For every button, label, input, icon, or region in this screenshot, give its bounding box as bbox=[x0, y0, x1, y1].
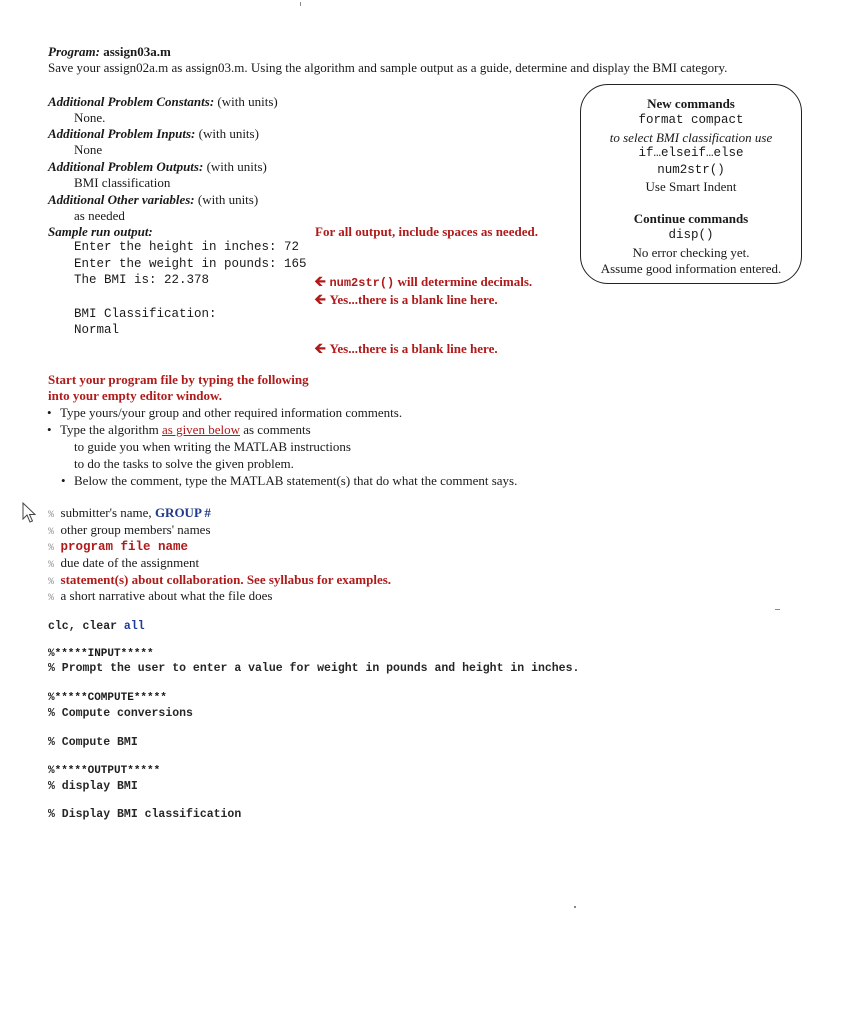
comment-file-name-text: program file name bbox=[60, 540, 189, 554]
compute-comment-1: % Compute conversions bbox=[48, 707, 193, 720]
start-heading-2: into your empty editor window. bbox=[48, 388, 222, 403]
constants-heading bbox=[48, 94, 278, 110]
note-num2str-cmd: num2str() bbox=[329, 276, 395, 290]
sample-line-classification: BMI Classification: bbox=[74, 307, 217, 321]
comment-narrative bbox=[48, 588, 272, 604]
cmd-if-elseif: if…elseif…else bbox=[638, 146, 744, 160]
note-blank-2 bbox=[314, 338, 498, 363]
constants-value: None. bbox=[74, 110, 106, 125]
note-blank-1 bbox=[314, 289, 498, 314]
note-blank-1-text: Yes...there is a blank line here. bbox=[329, 292, 498, 307]
outputs-heading bbox=[48, 159, 267, 175]
pct-sign: % bbox=[48, 560, 55, 571]
commands-box bbox=[580, 84, 802, 284]
scan-mark bbox=[775, 609, 780, 610]
code-clc-text: clc, clear bbox=[48, 620, 118, 633]
sample-line-bmi: The BMI is: 22.378 bbox=[74, 273, 210, 287]
comment-narrative-text: a short narrative about what the file does bbox=[60, 588, 273, 603]
compute-header: %*****COMPUTE***** bbox=[48, 692, 167, 704]
cmd-disp: disp() bbox=[668, 228, 714, 242]
inputs-heading bbox=[48, 126, 259, 142]
pct-sign: % bbox=[48, 593, 55, 604]
sample-note: For all output, include spaces as needed. bbox=[315, 224, 538, 239]
program-label: Program: bbox=[48, 44, 100, 59]
bullet-2 bbox=[60, 422, 311, 438]
code-clc-clear bbox=[48, 620, 145, 633]
constants-label: Additional Problem Constants: bbox=[48, 94, 215, 109]
new-commands-title: New commands bbox=[647, 96, 735, 111]
comment-due-date-text: due date of the assignment bbox=[60, 555, 200, 570]
bullet-2-post: as comments bbox=[243, 422, 311, 437]
scan-mark bbox=[300, 2, 301, 6]
input-comment: % Prompt the user to enter a value for weight in pounds and height in inches. bbox=[48, 662, 580, 675]
comment-submitter bbox=[48, 505, 211, 521]
group-number: GROUP # bbox=[154, 505, 211, 520]
sample-line-normal: Normal bbox=[74, 323, 120, 337]
cmd-select-bmi: to select BMI classification use bbox=[609, 130, 773, 145]
comment-collaboration-text: statement(s) about collaboration. See syllabus for examples. bbox=[60, 572, 392, 587]
code-all-keyword: all bbox=[123, 620, 145, 633]
outputs-units: (with units) bbox=[206, 159, 267, 174]
intro-text: Save your assign02a.m as assign03.m. Using the algorithm and sample output as a guide, determine and display the BMI category. bbox=[48, 60, 728, 75]
comment-members-text: other group members' names bbox=[60, 522, 211, 537]
pct-sign: % bbox=[48, 510, 55, 521]
note-blank-2-text: Yes...there is a blank line here. bbox=[329, 341, 498, 356]
inputs-value: None bbox=[74, 142, 103, 157]
comment-file-name bbox=[48, 538, 188, 554]
comment-submitter-text: submitter's name, bbox=[60, 505, 152, 520]
cmd-smart-indent: Use Smart Indent bbox=[645, 179, 737, 194]
program-name: assign03a.m bbox=[103, 44, 171, 59]
continue-commands-title: Continue commands bbox=[633, 211, 749, 226]
outputs-value: BMI classification bbox=[74, 175, 171, 190]
cmd-no-error: No error checking yet. bbox=[632, 245, 750, 260]
bullet-2-line-2: to guide you when writing the MATLAB instructions bbox=[74, 439, 351, 454]
start-heading-1: Start your program file by typing the following bbox=[48, 372, 309, 387]
pct-sign: % bbox=[48, 543, 55, 554]
comment-collaboration bbox=[48, 572, 391, 588]
bullet-3: • Below the comment, type the MATLAB statement(s) that do what the comment says. bbox=[74, 473, 517, 489]
output-comment-1: % display BMI bbox=[48, 780, 138, 793]
output-comment-2: % Display BMI classification bbox=[48, 808, 242, 821]
mouse-cursor-icon bbox=[22, 502, 38, 524]
bullet-1: • Type yours/your group and other required information comments. bbox=[60, 405, 402, 421]
comment-due-date bbox=[48, 555, 199, 571]
bullet-2-line-3: to do the tasks to solve the given problem. bbox=[74, 456, 294, 471]
inputs-label: Additional Problem Inputs: bbox=[48, 126, 196, 141]
left-arrow-icon: 🡸 bbox=[314, 341, 327, 357]
bullet-2-pre: Type the algorithm bbox=[60, 422, 159, 437]
other-units: (with units) bbox=[197, 192, 259, 207]
pct-sign: % bbox=[48, 527, 55, 538]
cmd-num2str: num2str() bbox=[657, 163, 725, 177]
note-num2str-text: will determine decimals. bbox=[397, 274, 533, 289]
scan-mark bbox=[574, 906, 576, 908]
other-heading bbox=[48, 192, 258, 208]
constants-units: (with units) bbox=[217, 94, 278, 109]
compute-comment-2: % Compute BMI bbox=[48, 736, 138, 749]
inputs-units: (with units) bbox=[198, 126, 259, 141]
as-given-below-link[interactable]: as given below bbox=[161, 422, 240, 437]
comment-members bbox=[48, 522, 211, 538]
outputs-label: Additional Problem Outputs: bbox=[48, 159, 204, 174]
left-arrow-icon: 🡸 bbox=[314, 274, 327, 290]
sample-label: Sample run output: bbox=[48, 224, 153, 239]
cmd-format-compact: format compact bbox=[638, 113, 744, 127]
other-label: Additional Other variables: bbox=[48, 192, 195, 207]
program-line bbox=[48, 44, 171, 60]
other-value: as needed bbox=[74, 208, 125, 223]
output-header: %*****OUTPUT***** bbox=[48, 765, 161, 777]
input-header: %*****INPUT***** bbox=[48, 648, 154, 660]
sample-line-height: Enter the height in inches: 72 bbox=[74, 240, 300, 254]
sample-line-weight: Enter the weight in pounds: 165 bbox=[74, 257, 307, 271]
pct-sign: % bbox=[48, 577, 55, 588]
cmd-assume-good: Assume good information entered. bbox=[600, 261, 782, 276]
left-arrow-icon: 🡸 bbox=[314, 292, 327, 308]
